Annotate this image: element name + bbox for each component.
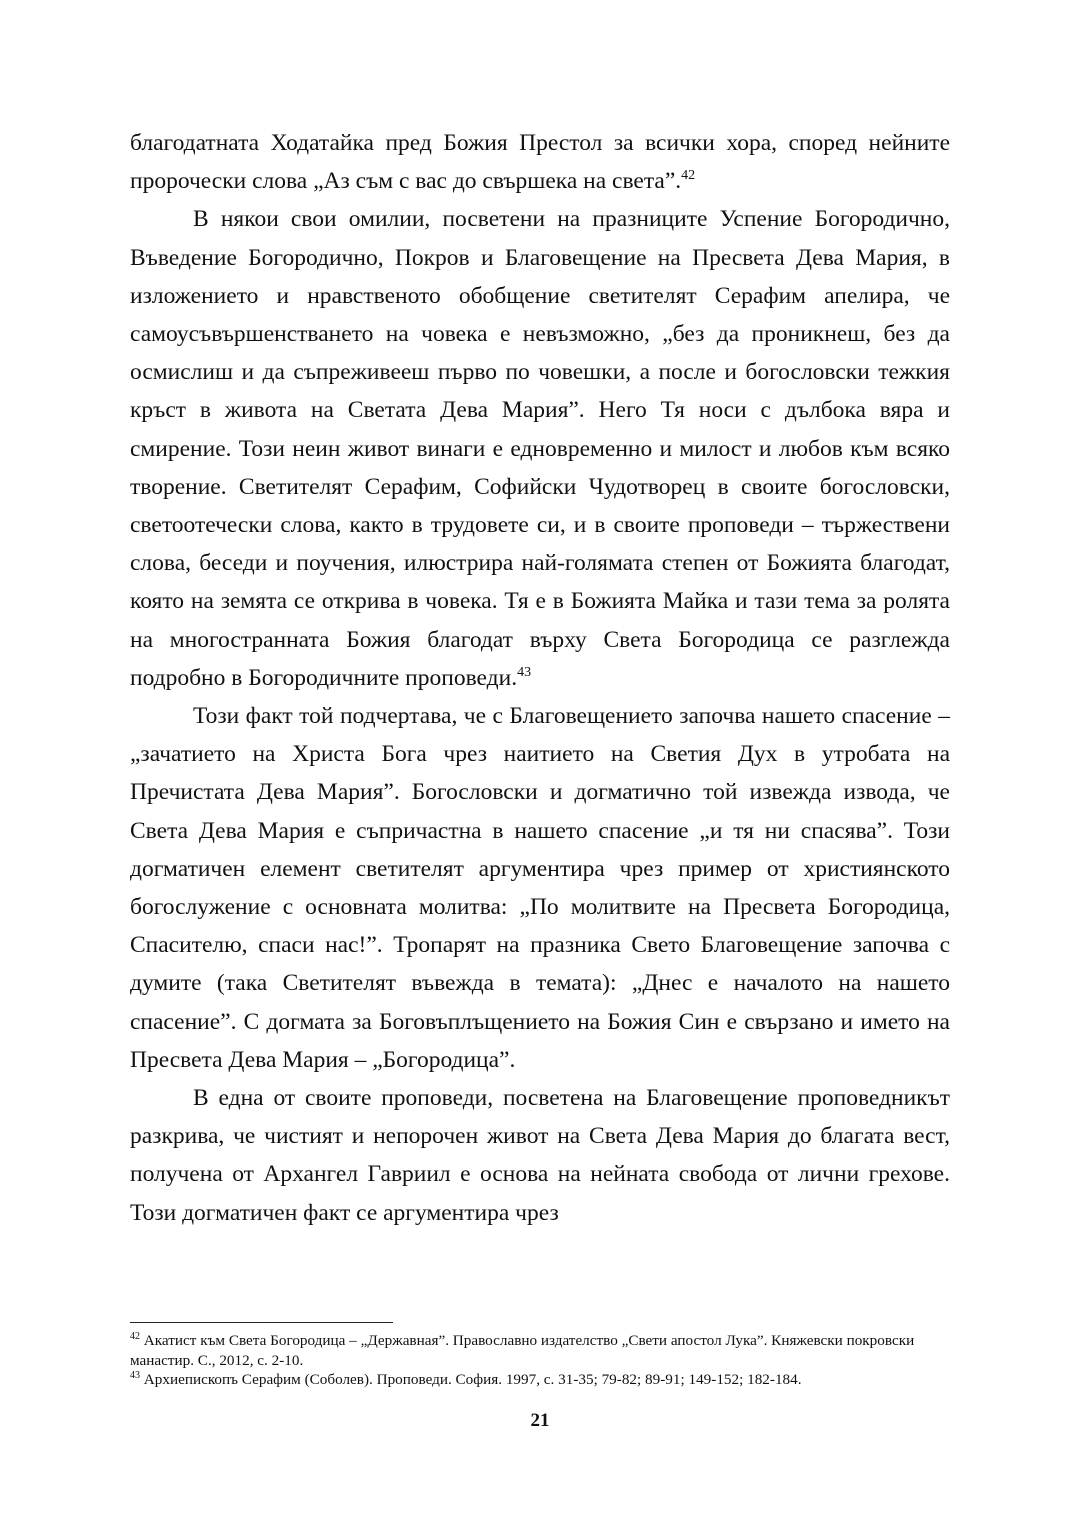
page-body <box>130 124 950 1232</box>
footnote-ref-43[interactable]: 43 <box>517 665 532 681</box>
footnote-43: $^{43}$ Архиепископъ Серафим (Соболев). Проповеди. София. 1997, с. 31-35; 79-82; 89-91; 149-152; 182-184. <box>130 1370 802 1389</box>
paragraph-annunciation: Този факт той подчертава, че с Благовещението започва нашето спасение – „зачатието на Христа Бога чрез наитието на Светия Дух в утробата на Пречистата Дева Мария”. Богословски и догматично той извежда извода, че Света Дева Мария е съпричастна в нашето спасение „и тя ни спасява”. Този догматичен елемент светителят аргументира чрез пример от християнското богослужение с основната молитва: „По молитвите на Пресвета Богородица, Спасителю, спаси нас!”. Тропарят на празника Свето Благовещение започва с думите (така Светителят въвежда в темата): „Днес е началото на нашето спасение”. С догмата за Боговъплъщението на Божия Син е свързано и името на Пресвета Дева Мария – „Богородица”. <box>130 703 950 1073</box>
page-number: 21 <box>530 1410 550 1431</box>
footnote-ref-42[interactable]: 42 <box>681 168 696 184</box>
footnote-42: $^{42}$ Акатист към Света Богородица – „Державная”. Православно издателство „Свети апостол Лука”. Княжевски покровски манастир. С., 2012, с. 2-10. <box>130 1330 915 1369</box>
footnotes <box>130 1331 950 1390</box>
footnote-number: 42 <box>130 1330 140 1342</box>
paragraph-homilies: В някои свои омилии, посветени на празниците Успение Богородично, Въведение Богородично, Покров и Благовещение на Пресвета Дева Мария, в изложението и нравственото обобщение светителят Серафим апелира, че самоусъвършенстването на човека е невъзможно, „без да проникнеш, без да осмислиш и да съпреживееш първо по човешки, а после и богословски тежкия кръст в живота на Светата Дева Мария”. Него Тя носи с дълбока вяра и смирение. Този неин живот винаги е едновременно и милост и любов към всяко творение. Светителят Серафим, Софийски Чудотворец в своите богословски, светоотечески слова, както в трудовете си, и в своите проповеди – тържествени слова, беседи и поучения, илюстрира най-голямата степен от Божията благодат, която на земята се открива в човека. Тя е в Божията Майка и тази тема за ролята на многостранната Божия благодат върху Света Богородица се разглежда подробно в Богородичните проповеди.$^{43}$ <box>130 206 950 691</box>
footnote-number: 43 <box>130 1370 140 1382</box>
paragraph-continuation: благодатната Ходатайка пред Божия Престол за всички хора, според нейните пророчески слова „Аз съм с вас до свършека на света”.$^{42}$ <box>130 130 950 195</box>
footnote-separator <box>130 1322 393 1323</box>
paragraph-sermon: В една от своите проповеди, посветена на Благовещение проповедникът разкрива, че чистият и непорочен живот на Света Дева Мария до благата вест, получена от Архангел Гавриил е основа на нейната свобода от лични грехове. Този догматичен факт се аргументира чрез <box>130 1085 950 1226</box>
